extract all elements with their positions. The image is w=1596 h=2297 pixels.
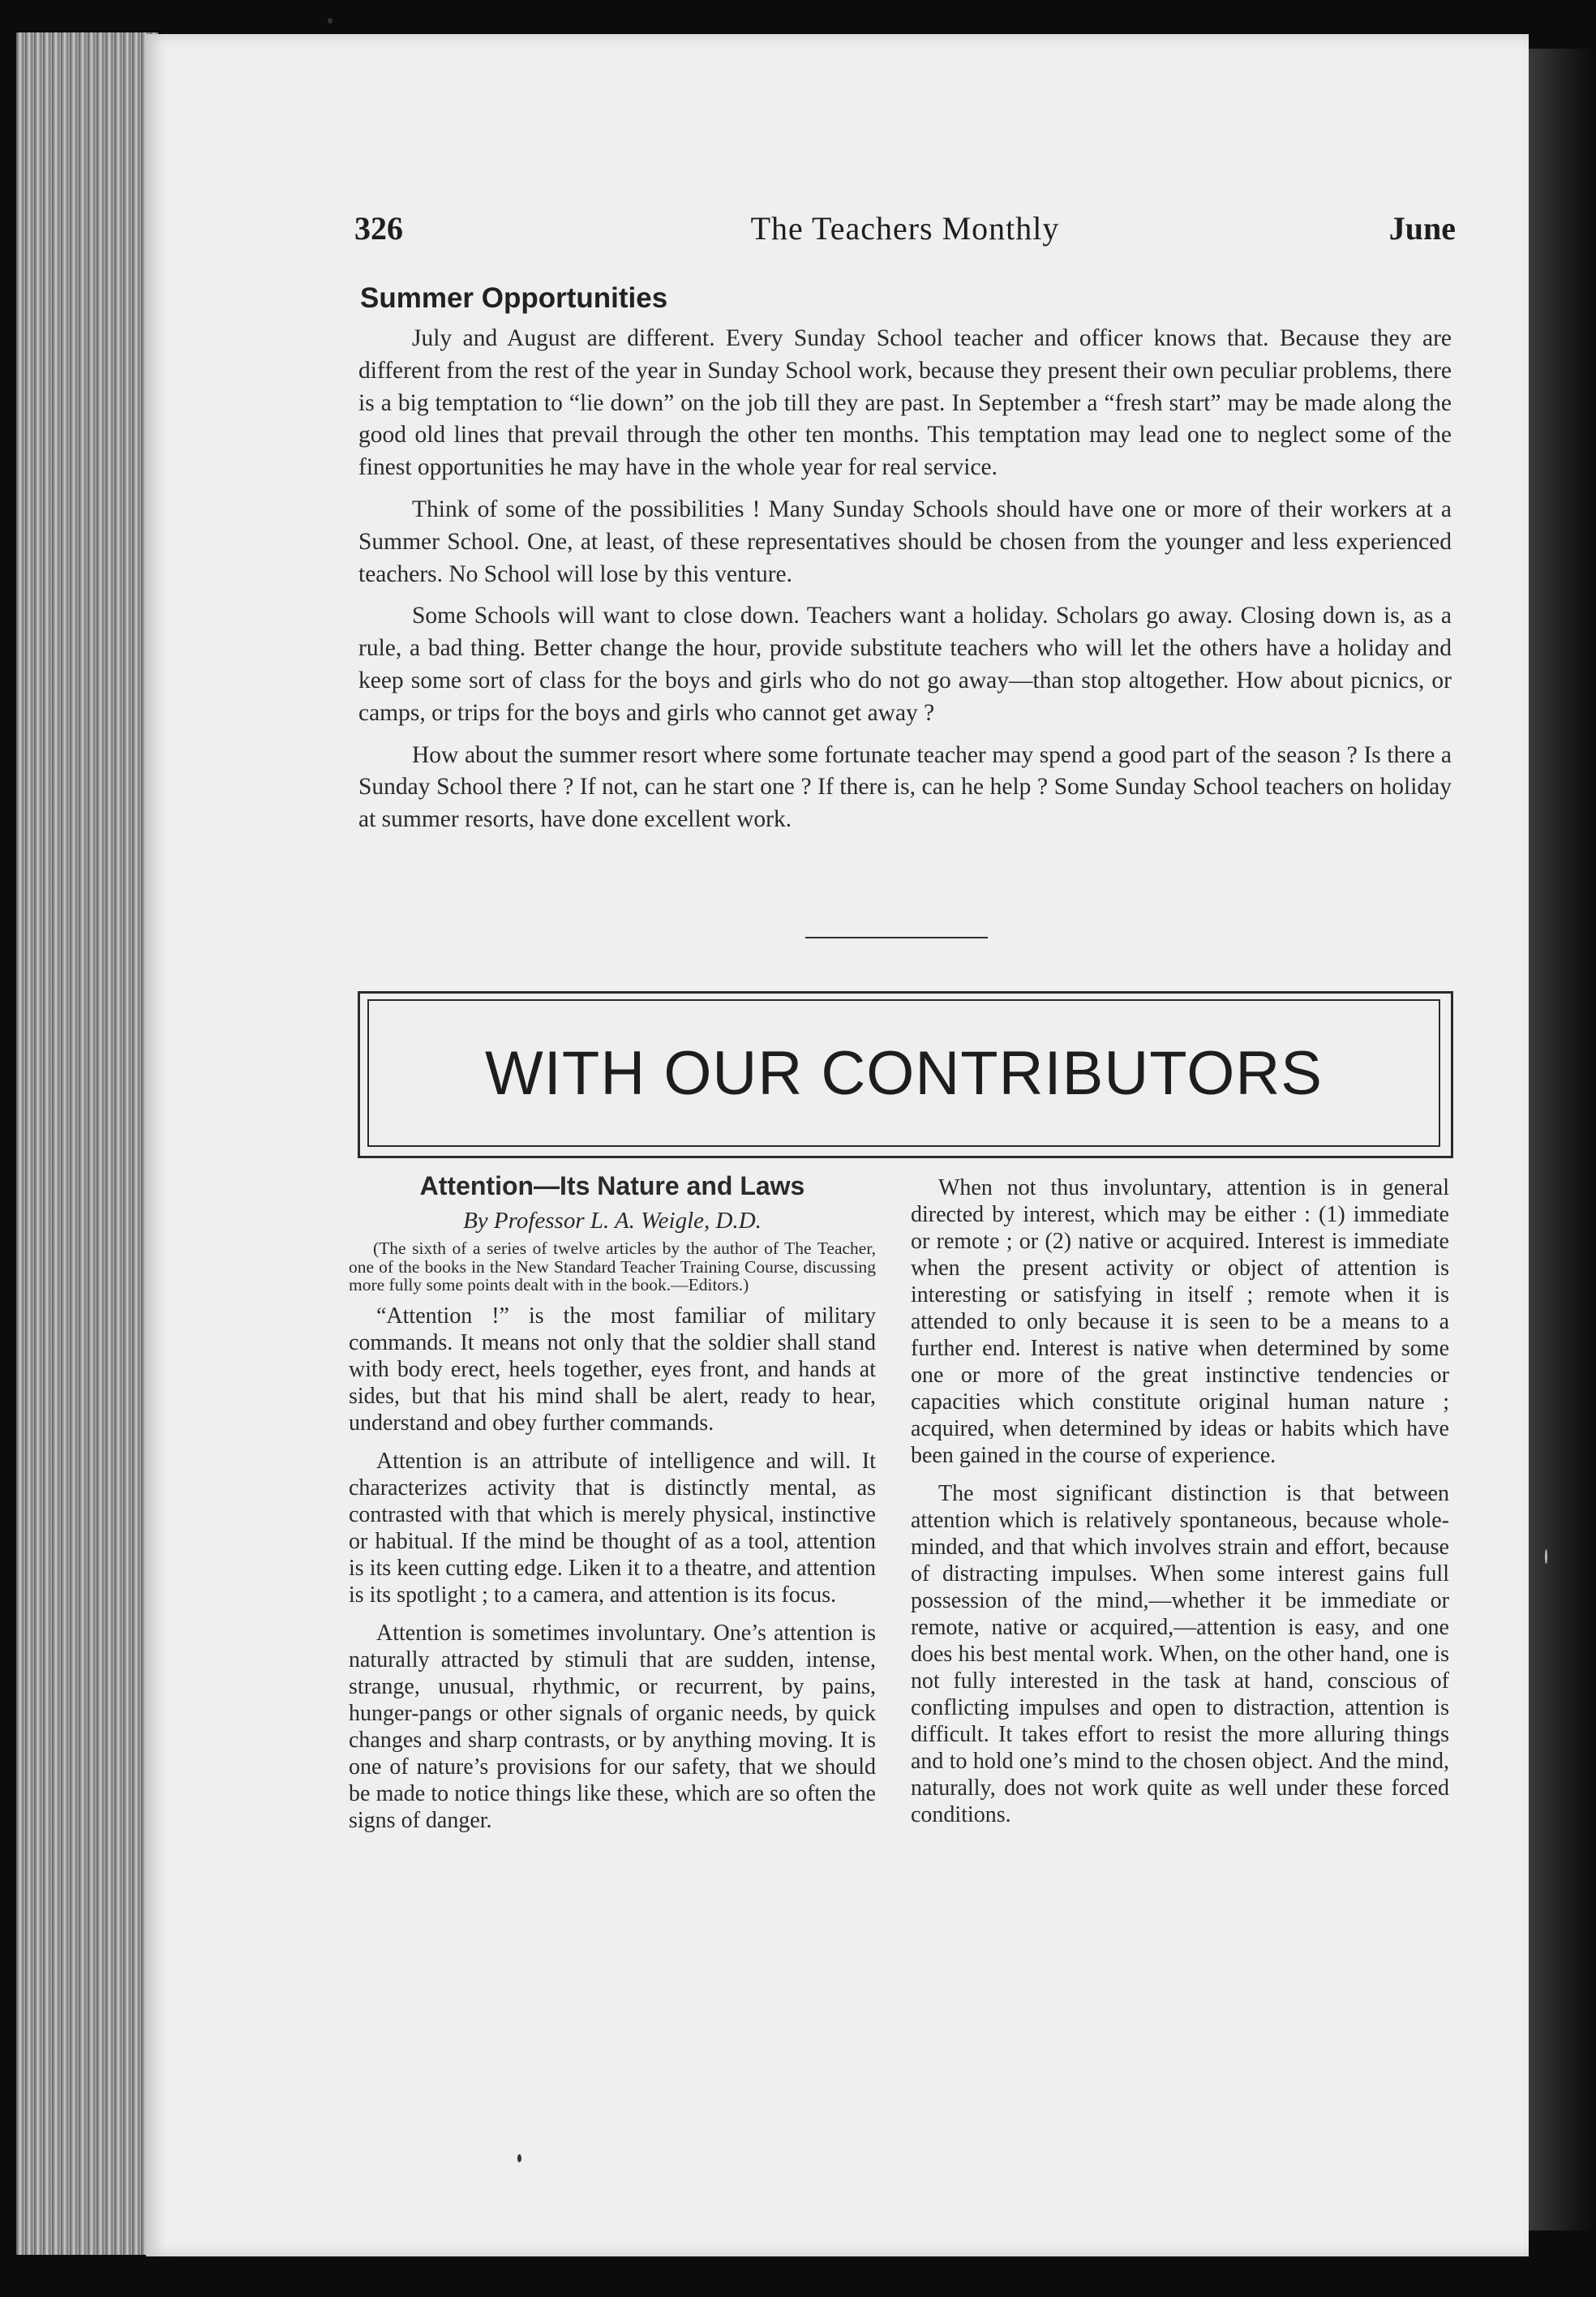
article-paragraph: Attention is an attribute of intelligence and will. It characterizes activity that is distinctly mental, as contrasted with that which is merely physical, instinctive or habitual. If the mind be thought of as a tool, attention is its keen cutting edge. Liken it to a theatre, and attention is its spotlight ; to a camera, and attention is its focus.: [349, 1448, 876, 1608]
editorial-paragraph: How about the summer resort where some fortunate teacher may spend a good part of the season ? Is there a Sunday School there ? If not, can he start one ? If there is, can he help ? Some Sunday School teachers on holiday at summer resorts, have done excellent work.: [358, 741, 1452, 833]
page-number: 326: [354, 210, 403, 247]
article-left-column: [349, 1170, 876, 1845]
editorial-paragraph: Think of some of the possibilities ! Many Sunday Schools should have one or more of their workers at a Summer School. One, at least, of these representatives should be chosen from the younger and less experienced teachers. No School will lose by this venture.: [358, 496, 1452, 587]
editorial-paragraph: July and August are different. Every Sunday School teacher and officer knows that. Because they are different from the rest of the year in Sunday School work, because they present their own peculiar problems, there is a big temptation to “lie down” on the job till they are past. In September a “fresh start” may be made along the good old lines that prevail through the other ten months. This temptation may lead one to neglect some of the finest opportunities he may have in the whole year for real service.: [358, 325, 1452, 481]
article-paragraph: The most significant distinction is that between attention which is relatively spontaneous, because whole-minded, and that which involves strain and effort, because of distracting impulses. When some interest gains full possession of the mind,—whether it be immediate or remote, native or acquired,—attention is easy, and one does his best mental work. When, on the other hand, one is not fully interested in the task at hand, conscious of conflicting impulses and open to distraction, attention is difficult. It takes effort to resist the more alluring things and to hold one’s mind to the chosen object. And the mind, naturally, does not work quite as well under these forced conditions.: [911, 1481, 1449, 1827]
book-binding-shadow: [1529, 49, 1596, 2230]
journal-title: The Teachers Monthly: [750, 210, 1060, 247]
editor-note: (The sixth of a series of twelve articles by the author of The Teacher, one of the books in the New Standard Teacher Training Course, discussing more fully some points dealt with in the book.—Editors.): [349, 1239, 876, 1294]
article-author: By Professor L. A. Weigle, D.D.: [463, 1208, 762, 1234]
editorial-paragraph: Some Schools will want to close down. Teachers want a holiday. Scholars go away. Closing down is, as a rule, a bad thing. Better change the hour, provide substitute teachers who will let the others have a holiday and keep some sort of class for the boys and girls who do not go away—than stop altogether. How about picnics, or camps, or trips for the boys and girls who cannot get away ?: [358, 603, 1452, 726]
running-head: [354, 209, 1456, 258]
editorial-body: [358, 323, 1452, 846]
section-banner: [367, 999, 1440, 1147]
section-banner-title: WITH OUR CONTRIBUTORS: [485, 1038, 1323, 1108]
article-paragraph: Attention is sometimes involuntary. One’s attention is naturally attracted by stimuli that are sudden, intense, strange, unusual, rhythmic, or recurrent, by pains, hunger-pangs or other signals of organic needs, by quick changes and sharp contrasts, or by anything moving. It is one of nature’s provisions for our safety, that we should be made to notice things like these, which are so often the signs of danger.: [349, 1620, 876, 1833]
speck-mark: [1545, 1549, 1547, 1564]
editorial-title: Summer Opportunities: [360, 282, 668, 314]
speck-mark: [328, 18, 332, 24]
article-title: Attention—Its Nature and Laws: [419, 1171, 805, 1200]
article-paragraph: When not thus involuntary, attention is in general directed by interest, which may be either : (1) immediate or remote ; or (2) native or acquired. Interest is immediate when the present activity or object of attention is interesting or satisfying in itself ; remote when it is attended to only because it is seen to be a means to a further end. Interest is native when determined by some one or more of the great instinctive tendencies or capacities which constitute original human nature ; acquired, when determined by ideas or habits which have been gained in the course of experience.: [911, 1175, 1449, 1468]
article-right-column: [911, 1174, 1449, 1840]
book-page-edges: [16, 32, 158, 2255]
section-divider: [805, 937, 988, 938]
issue-month: June: [1388, 210, 1456, 247]
article-paragraph: “Attention !” is the most familiar of military commands. It means not only that the soldier shall stand with body erect, heels together, eyes front, and hands at sides, but that his mind shall be alert, ready to hear, understand and obey further commands.: [349, 1303, 876, 1436]
speck-mark: [517, 2154, 521, 2162]
